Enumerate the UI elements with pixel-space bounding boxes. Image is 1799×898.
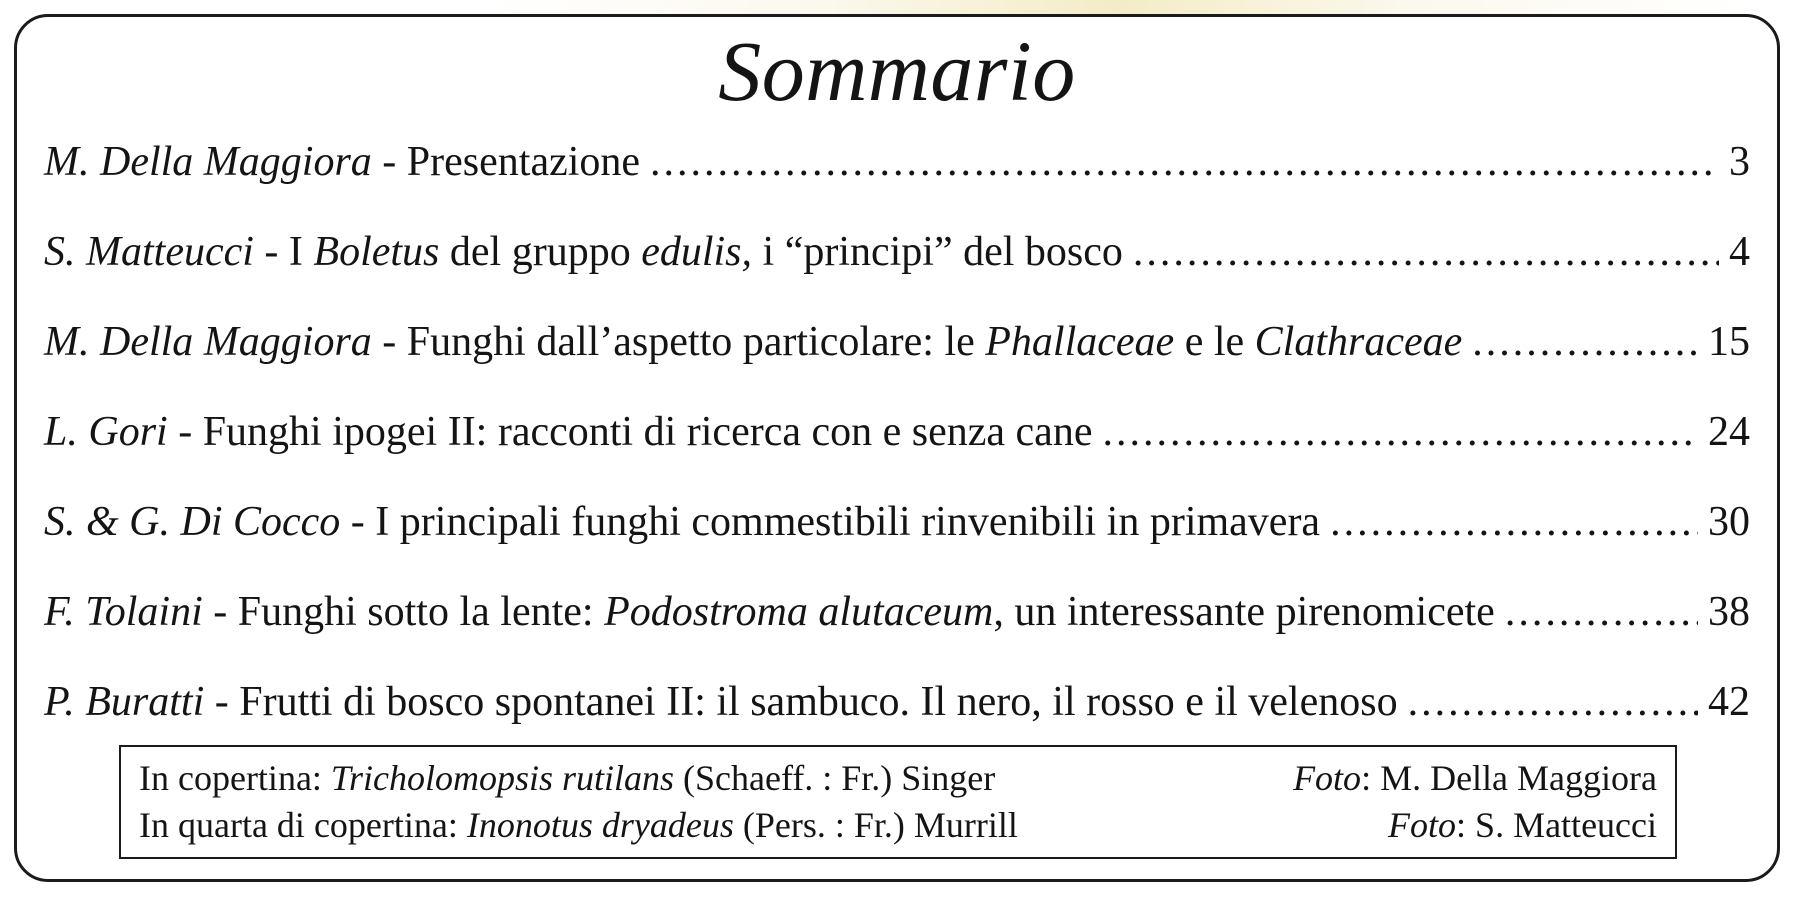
front-cover-photo-credit: Foto: M. Della Maggiora	[1293, 758, 1657, 798]
table-of-contents	[44, 134, 1750, 764]
toc-author: M. Della Maggiora	[44, 319, 372, 365]
contents-frame	[14, 14, 1780, 882]
toc-entry-text	[44, 314, 1462, 370]
dot-leader	[1505, 584, 1698, 640]
toc-entry	[44, 584, 1750, 674]
toc-entry	[44, 404, 1750, 494]
dot-leader	[1133, 224, 1719, 280]
toc-page-number: 3	[1729, 139, 1750, 185]
dot-leader	[650, 134, 1719, 190]
toc-title-segment: Funghi ipogei II: racconti di ricerca con e senza cane	[202, 409, 1093, 455]
toc-author: F. Tolaini	[44, 589, 203, 635]
toc-page-number: 24	[1708, 409, 1750, 455]
toc-author: P. Buratti	[44, 679, 205, 725]
toc-author: S. Matteucci	[44, 229, 254, 275]
toc-title-segment: Podostroma alutaceum	[604, 589, 994, 635]
back-cover-caption: In quarta di copertina: Inonotus dryadeus (Pers. : Fr.) Murrill	[139, 805, 1018, 845]
page-title: Sommario	[718, 23, 1076, 119]
toc-title-segment: , un interessante pirenomicete	[993, 589, 1495, 635]
toc-separator: -	[167, 409, 203, 455]
toc-entry	[44, 494, 1750, 584]
toc-page-number: 15	[1708, 319, 1750, 365]
toc-author: M. Della Maggiora	[44, 139, 372, 185]
toc-title-segment: edulis,	[641, 229, 753, 275]
toc-separator: -	[371, 139, 407, 185]
toc-page-number: 30	[1708, 499, 1750, 545]
toc-entry-text	[44, 134, 640, 190]
toc-author: S. & G. Di Cocco	[44, 499, 341, 545]
front-cover-species: Tricholomopsis rutilans	[330, 758, 674, 798]
toc-entry	[44, 224, 1750, 314]
toc-entry-text	[44, 404, 1092, 460]
back-cover-credit	[139, 802, 1657, 849]
cover-credits-box	[119, 745, 1677, 859]
dot-leader	[1472, 314, 1698, 370]
front-cover-caption: In copertina: Tricholomopsis rutilans (Schaeff. : Fr.) Singer	[139, 758, 996, 798]
toc-entry-text	[44, 494, 1320, 550]
toc-title-segment: I principali funghi commestibili rinvenibili in primavera	[375, 499, 1321, 545]
toc-title-segment: e le	[1174, 319, 1255, 365]
back-cover-species: Inonotus dryadeus	[466, 805, 734, 845]
toc-separator: -	[371, 319, 407, 365]
toc-page-number: 38	[1708, 589, 1750, 635]
toc-title-segment: Clathraceae	[1254, 319, 1463, 365]
dot-leader	[1408, 674, 1698, 730]
toc-separator: -	[253, 229, 289, 275]
toc-title-segment: Funghi sotto la lente:	[237, 589, 605, 635]
toc-title-segment: Funghi dall’aspetto particolare: le	[406, 319, 986, 365]
toc-entry-text	[44, 674, 1398, 730]
toc-separator: -	[340, 499, 376, 545]
front-cover-credit	[139, 755, 1657, 802]
toc-separator: -	[204, 679, 240, 725]
dot-leader	[1102, 404, 1698, 460]
toc-separator: -	[202, 589, 238, 635]
toc-author: L. Gori	[44, 409, 168, 455]
toc-title-segment: Boletus	[313, 229, 440, 275]
toc-entry	[44, 314, 1750, 404]
back-cover-photo-credit: Foto: S. Matteucci	[1388, 805, 1657, 845]
toc-title-segment: Presentazione	[406, 139, 641, 185]
toc-page-number: 42	[1708, 679, 1750, 725]
toc-title-segment: Frutti di bosco spontanei II: il sambuco. Il nero, il rosso e il velenoso	[239, 679, 1398, 725]
toc-title-segment: I	[288, 229, 314, 275]
toc-title-segment: Phallaceae	[985, 319, 1175, 365]
dot-leader	[1330, 494, 1698, 550]
toc-entry	[44, 134, 1750, 224]
toc-entry-text	[44, 224, 1123, 280]
toc-title-segment: i “principi” del bosco	[752, 229, 1123, 275]
toc-entry-text	[44, 584, 1495, 640]
toc-page-number: 4	[1729, 229, 1750, 275]
toc-title-segment: del gruppo	[439, 229, 642, 275]
